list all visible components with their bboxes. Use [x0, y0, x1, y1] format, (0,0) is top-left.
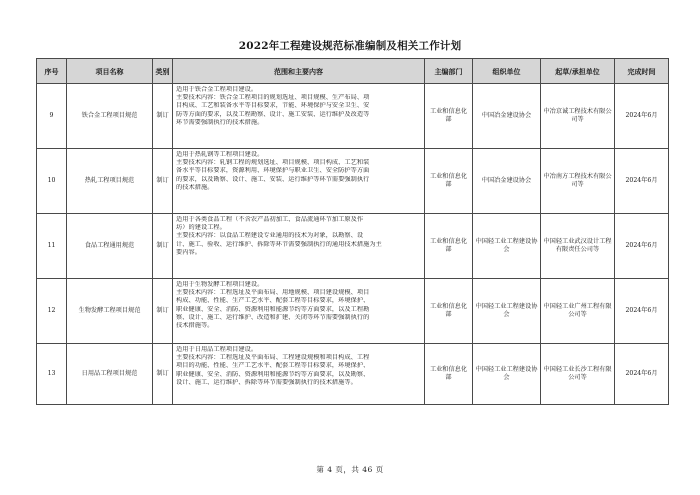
row-no: 11: [37, 214, 67, 279]
completion-date: 2024年6月: [615, 279, 669, 344]
scope-line: 坊）的建设工程。: [176, 224, 226, 232]
category: 制订: [153, 84, 173, 149]
scope-line: 构成、功能、性能、生产工艺水平、配套工程等目标要求，环境保护、: [176, 297, 370, 305]
scope-content: [173, 149, 425, 214]
project-name: 食品工程通用规范: [67, 214, 153, 279]
organizing-unit: 中国轻工业工程建设协会: [473, 344, 541, 405]
chief-dept: 工业和信息化部: [425, 84, 473, 149]
scope-line: 主要技术内容：轧钢工程的规划选址、项目规模、项目构成、工艺和装: [176, 159, 370, 167]
table-row: [37, 344, 669, 405]
scope-line: 的要求，以及勘察、设计、施工、安装、运行维护等环节需要强制执行: [176, 175, 370, 183]
project-name: 铁合金工程项目规范: [67, 84, 153, 149]
header-drafter: 起草/承担单位: [541, 59, 615, 84]
scope-content: [173, 84, 425, 149]
header-org: 组织单位: [473, 59, 541, 84]
chief-dept: 工业和信息化部: [425, 279, 473, 344]
organizing-unit: 中国轻工业工程建设协会: [473, 279, 541, 344]
completion-date: 2024年6月: [615, 344, 669, 405]
header-no: 序号: [37, 59, 67, 84]
scope-line: 察、设计、施工、运行维护、改造和扩建、关闭等环节需要强制执行的: [176, 313, 370, 321]
scope-line: 的技术措施。: [176, 183, 214, 191]
scope-line: 防等方面的要求，以及工程勘察、设计、施工安装、运行维护及改造等: [176, 110, 370, 118]
scope-line: 适用于热轧钢等工程项目建设。: [176, 151, 264, 158]
scope-line: 目构成、工艺和装备水平等目标要求，节能、环境保护与安全卫生、安: [176, 102, 370, 110]
scope-content: [173, 279, 425, 344]
project-name: 日用品工程项目规范: [67, 344, 153, 405]
work-plan-table: [36, 58, 669, 405]
completion-date: 2024年6月: [615, 149, 669, 214]
category: 制订: [153, 279, 173, 344]
category: 制订: [153, 214, 173, 279]
scope-line: 设计、施工、运行维护、拆除等环节需要强制执行的技术措施等。: [176, 378, 357, 386]
scope-line: 要内容。: [176, 248, 201, 256]
page-footer: 第 4 页，共 46 页: [316, 465, 384, 474]
table-row: [37, 279, 669, 344]
project-name: 生物发酵工程项目规范: [67, 279, 153, 344]
table-row: [37, 149, 669, 214]
organizing-unit: 中国冶金建设协会: [473, 84, 541, 149]
scope-line: 主要技术内容：以食品工程建设专业通用的技术为对象，以勘察、设: [176, 232, 364, 240]
organizing-unit: 中国冶金建设协会: [473, 149, 541, 214]
chief-dept: 工业和信息化部: [425, 214, 473, 279]
header-dept: 主编部门: [425, 59, 473, 84]
drafting-unit: 中国轻工业广州工程有限公司等: [541, 279, 615, 344]
scope-line: 主要技术内容：工程选址及平面布局、工程建设规模和项目构成、工程: [176, 354, 370, 362]
category: 制订: [153, 149, 173, 214]
scope-line: 适用于生物发酵工程项目建设。: [176, 281, 264, 288]
scope-line: 计、施工、验收、运行维护、拆除等环节需要强制执行的通用技术措施为主: [176, 240, 382, 248]
scope-line: 适用于铁合金工程项目建设。: [176, 86, 258, 93]
table-row: [37, 84, 669, 149]
chief-dept: 工业和信息化部: [425, 149, 473, 214]
table-row: [37, 214, 669, 279]
scope-line: 项目的功能、性能、生产工艺水平、配套工程等目标要求，环境保护、: [176, 362, 370, 370]
scope-content: [173, 214, 425, 279]
completion-date: 2024年6月: [615, 214, 669, 279]
row-no: 9: [37, 84, 67, 149]
category: 制订: [153, 344, 173, 405]
scope-content: [173, 344, 425, 405]
scope-line: 适用于各类食品工程（不含农产品初加工、食品流通环节加工原及作: [176, 216, 364, 223]
chief-dept: 工业和信息化部: [425, 344, 473, 405]
drafting-unit: 中冶南方工程技术有限公司等: [541, 149, 615, 214]
header-date: 完成时间: [615, 59, 669, 84]
scope-line: 技术措施等。: [176, 322, 214, 330]
header-name: 项目名称: [67, 59, 153, 84]
document-title: 2022年工程建设规范标准编制及相关工作计划: [238, 40, 462, 52]
header-category: 类别: [153, 59, 173, 84]
completion-date: 2024年6月: [615, 84, 669, 149]
drafting-unit: 中国轻工业长沙工程有限公司等: [541, 344, 615, 405]
scope-line: 职业健康、安全、消防、资源利用和能源节约等方面要求，以及勘察、: [176, 370, 370, 378]
scope-line: 适用于日用品工程项目建设。: [176, 346, 258, 353]
drafting-unit: 中国轻工业武汉设计工程有限责任公司等: [541, 214, 615, 279]
drafting-unit: 中冶京诚工程技术有限公司等: [541, 84, 615, 149]
row-no: 10: [37, 149, 67, 214]
project-name: 热轧工程项目规范: [67, 149, 153, 214]
table-header-row: [37, 59, 669, 84]
row-no: 13: [37, 344, 67, 405]
row-no: 12: [37, 279, 67, 344]
organizing-unit: 中国轻工业工程建设协会: [473, 214, 541, 279]
scope-line: 职业健康、安全、消防、资源利用和能源节约等方面要求，以及工程勘: [176, 305, 370, 313]
scope-line: 环节需要强制执行的技术措施。: [176, 118, 264, 126]
scope-line: 主要技术内容：铁合金工程项目的规划选址、项目规模、生产布局、项: [176, 94, 370, 102]
header-scope: 范围和主要内容: [173, 59, 425, 84]
scope-line: 主要技术内容：工程选址及平面布局、用地规模、项目建设规模、项目: [176, 289, 370, 297]
scope-line: 备水平等目标要求，资源利用、环境保护与职业卫生、安全防护等方面: [176, 167, 370, 175]
